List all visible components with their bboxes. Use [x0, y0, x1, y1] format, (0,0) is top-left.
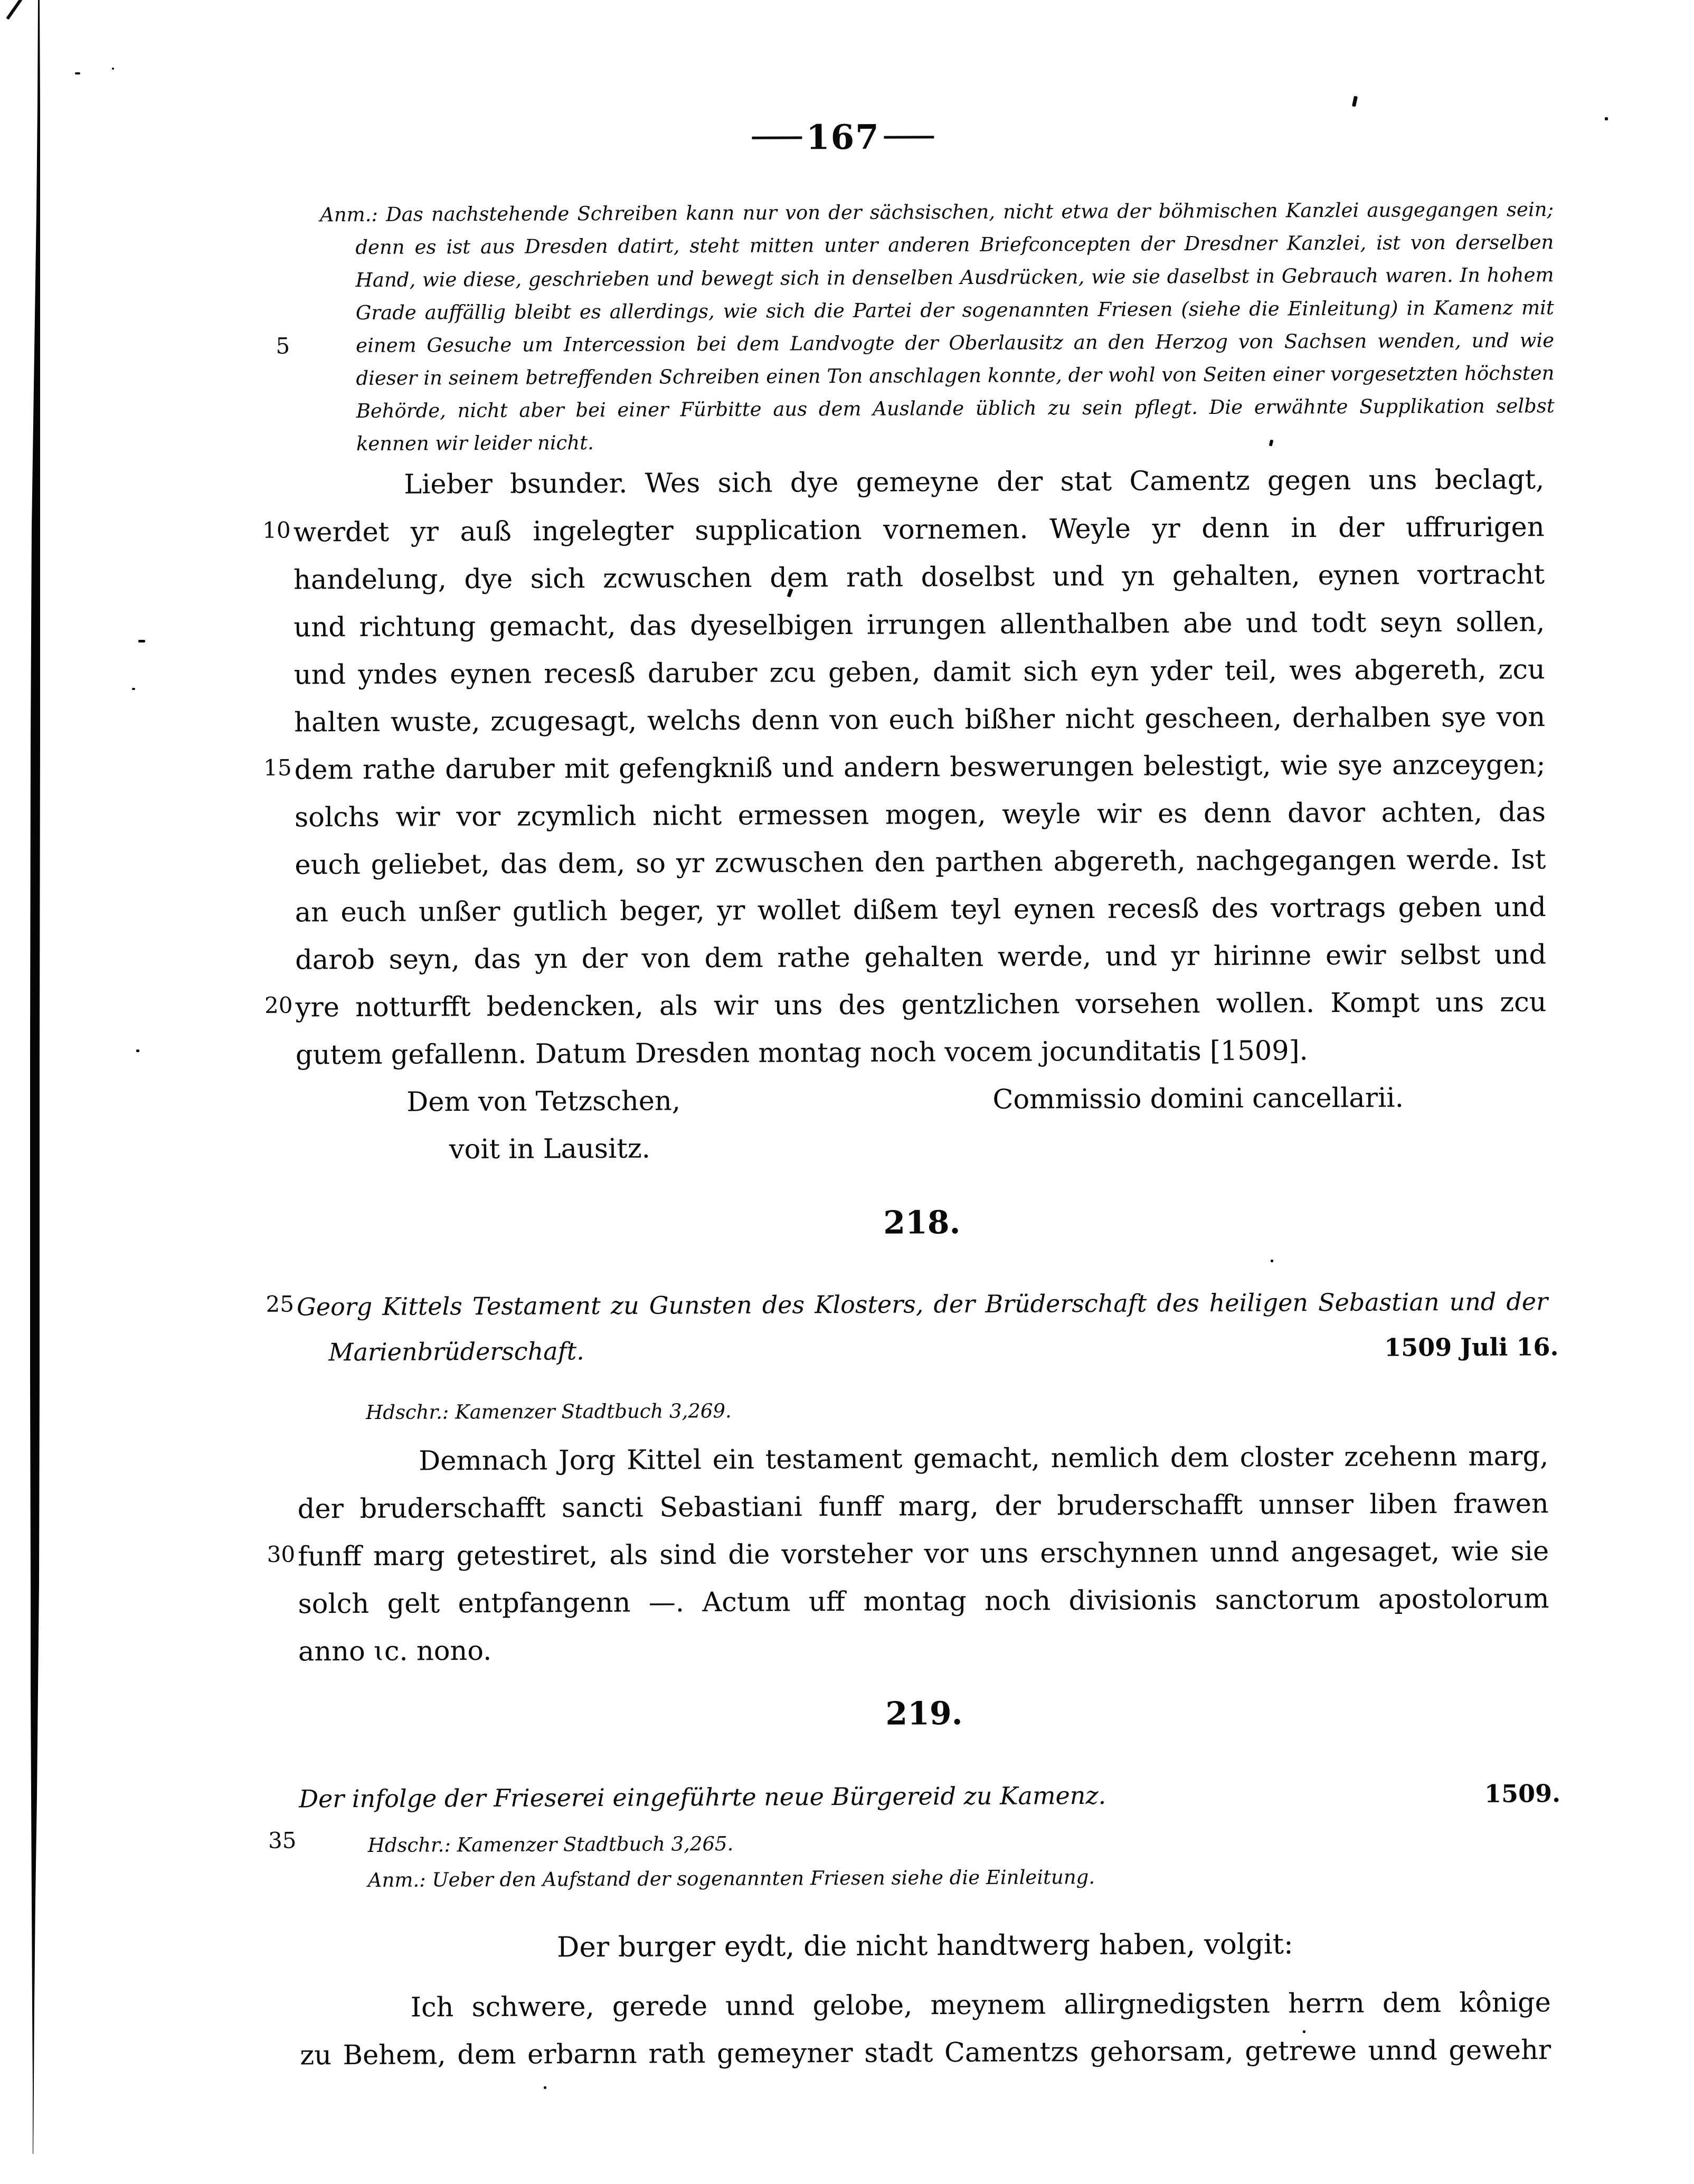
annotation-line: einem Gesuche um Intercession bei dem Landvogte der Oberlausitz an den Herzog von Sachsen wenden, und wie	[356, 329, 1555, 357]
text-line: darob seyn, das yn der von dem rathe gehalten werde, und yr hirinne ewir selbst und	[295, 939, 1547, 976]
regest-line	[297, 1324, 1559, 1375]
oath-heading: Der burger eydt, die nicht handtwerg haben, volgit:	[556, 1928, 1293, 1964]
margin-line-number: 15	[263, 754, 292, 781]
text-line: und yndes eynen recesß daruber zcu geben, damit sich eyn yder teil, wes abgereth, zcu	[294, 654, 1545, 691]
margin-line-number: 35	[268, 1827, 297, 1854]
entry-219-date: 1509.	[1484, 1779, 1561, 1808]
regest-line-text: Marienbrüderschaft.	[328, 1337, 584, 1367]
page-number-rule-left	[752, 136, 802, 139]
entry-219-source: Hdschr.: Kamenzer Stadtbuch 3,265.	[367, 1832, 734, 1857]
signature-row	[296, 1074, 1547, 1127]
margin-line-number: 30	[267, 1541, 296, 1567]
signature-row	[296, 1121, 1547, 1174]
text-line: Demnach Jorg Kittel ein testament gemacht, nemlich dem closter zcehenn marg,	[419, 1441, 1549, 1477]
text-line: yre notturfft bedencken, als wir uns des gentzlichen vorsehen wollen. Kompt uns zcu	[295, 987, 1547, 1024]
entry-219-body	[300, 1979, 1551, 2079]
text-line: handelung, dye sich zcwuschen dem rath doselbst und yn gehalten, eynen vortracht	[293, 559, 1545, 596]
margin-line-number: 20	[264, 992, 293, 1018]
text-line: dem rathe daruber mit gefengkniß und andern beswerungen belestigt, wie sye anzceygen;	[294, 749, 1546, 786]
entry-218-body	[297, 1433, 1549, 1676]
text-line: halten wuste, zcugesagt, welchs denn von euch bißher nicht gescheen, derhalben sye von	[294, 702, 1546, 739]
entry-218-heading: 218.	[883, 1204, 961, 1242]
annotation-line: Behörde, nicht aber bei einer Fürbitte aus dem Auslande üblich zu sein pflegt. Die erwähnte Supplikation selbst	[356, 394, 1555, 423]
annotation-line: Hand, wie diese, geschrieben und bewegt sich in denselben Ausdrücken, wie sie daselbst in Gebrauch waren. In hohem	[355, 263, 1554, 292]
text-line: funff marg getestiret, als sind die vorsteher vor uns erschynnen unnd angesaget, wie sie	[298, 1536, 1549, 1573]
regest-line	[299, 1771, 1561, 1821]
page-number: 167	[806, 117, 880, 157]
signature-recipient: Dem von Tetzschen,	[406, 1085, 681, 1118]
annotation-line: denn es ist aus Dresden datirt, steht mitten unter anderen Briefconcepten der Dresdner Kanzlei, ist von derselben	[355, 231, 1554, 259]
text-line: an euch unßer gutlich beger, yr wollet dißem teyl eynen recesß des vortrags geben und	[295, 892, 1546, 929]
text-line: zu Behem, dem erbarnn rath gemeyner stadt Camentzs gehorsam, getrewe unnd gewehr	[300, 2035, 1551, 2072]
text-line: Lieber bsunder. Wes sich dye gemeyne der stat Camentz gegen uns beclagt,	[404, 464, 1545, 500]
annotation-line: Anm.: Das nachstehende Schreiben kann nur von der sächsischen, nicht etwa der böhmischen Kanzlei ausgegangen sein;	[319, 198, 1554, 226]
regest-line: Georg Kittels Testament zu Gunsten des Klosters, der Brüderschaft des heiligen Sebastian und der	[296, 1287, 1548, 1321]
margin-line-number: 25	[266, 1291, 295, 1317]
margin-line-number: 10	[262, 517, 291, 543]
entry-219-heading: 219.	[885, 1695, 963, 1733]
margin-line-number: 5	[276, 333, 290, 359]
annotation-line: kennen wir leider nicht.	[356, 431, 594, 456]
page-header	[752, 117, 934, 158]
annotation-block	[319, 193, 1555, 460]
entry-219-note: Anm.: Ueber den Aufstand der sogenannten Friesen siehe die Einleitung.	[367, 1865, 1095, 1892]
entry-219-regest	[299, 1771, 1561, 1821]
text-line: euch geliebet, das dem, so yr zcwuschen den parthen abgereth, nachgegangen werde. Ist	[295, 844, 1546, 881]
text-line: solchs wir vor zcymlich nicht ermessen mogen, weyle wir es denn davor achten, das	[294, 797, 1546, 834]
page-number-rule-right	[884, 136, 934, 138]
signature-recipient-line2: voit in Lausitz.	[449, 1133, 650, 1166]
entry-218-regest	[296, 1279, 1559, 1375]
text-line: der bruderschafft sancti Sebastiani funff marg, der bruderschafft unnser liben frawen	[297, 1488, 1549, 1525]
annotation-line: Grade auffällig bleibt es allerdings, wie sich die Partei der sogenannten Friesen (siehe die Einleitung) in Kamenz mit	[355, 296, 1554, 325]
text-line: werdet yr auß ingelegter supplication vornemen. Weyle yr denn in der uffrurigen	[293, 512, 1545, 549]
text-line: solch gelt entpfangenn —. Actum uff montag noch divisionis sanctorum apostolorum	[298, 1583, 1549, 1620]
text-line: anno ɩc. nono.	[298, 1635, 492, 1668]
entry-218-date: 1509 Juli 16.	[1384, 1332, 1559, 1362]
annotation-line: dieser in seinem betreffenden Schreiben einen Ton anschlagen konnte, der wohl von Seiten einer vorgesetzten höchsten	[356, 362, 1555, 390]
text-line: gutem gefallenn. Datum Dresden montag noch vocem jocunditatis [1509].	[295, 1035, 1308, 1071]
regest-line-text: Der infolge der Frieserei eingeführte neue Bürgereid zu Kamenz.	[299, 1781, 1106, 1813]
text-line: und richtung gemacht, das dyeselbigen irrungen allenthalben abe und todt seyn sollen,	[294, 607, 1545, 644]
entry-218-source: Hdschr.: Kamenzer Stadtbuch 3,269.	[365, 1399, 732, 1424]
signature-sender: Commissio domini cancellarii.	[992, 1082, 1404, 1115]
text-line: Ich schwere, gerede unnd gelobe, meynem allirgnedigsten herrn dem kônige	[410, 1987, 1551, 2024]
letter-body	[293, 456, 1547, 1174]
